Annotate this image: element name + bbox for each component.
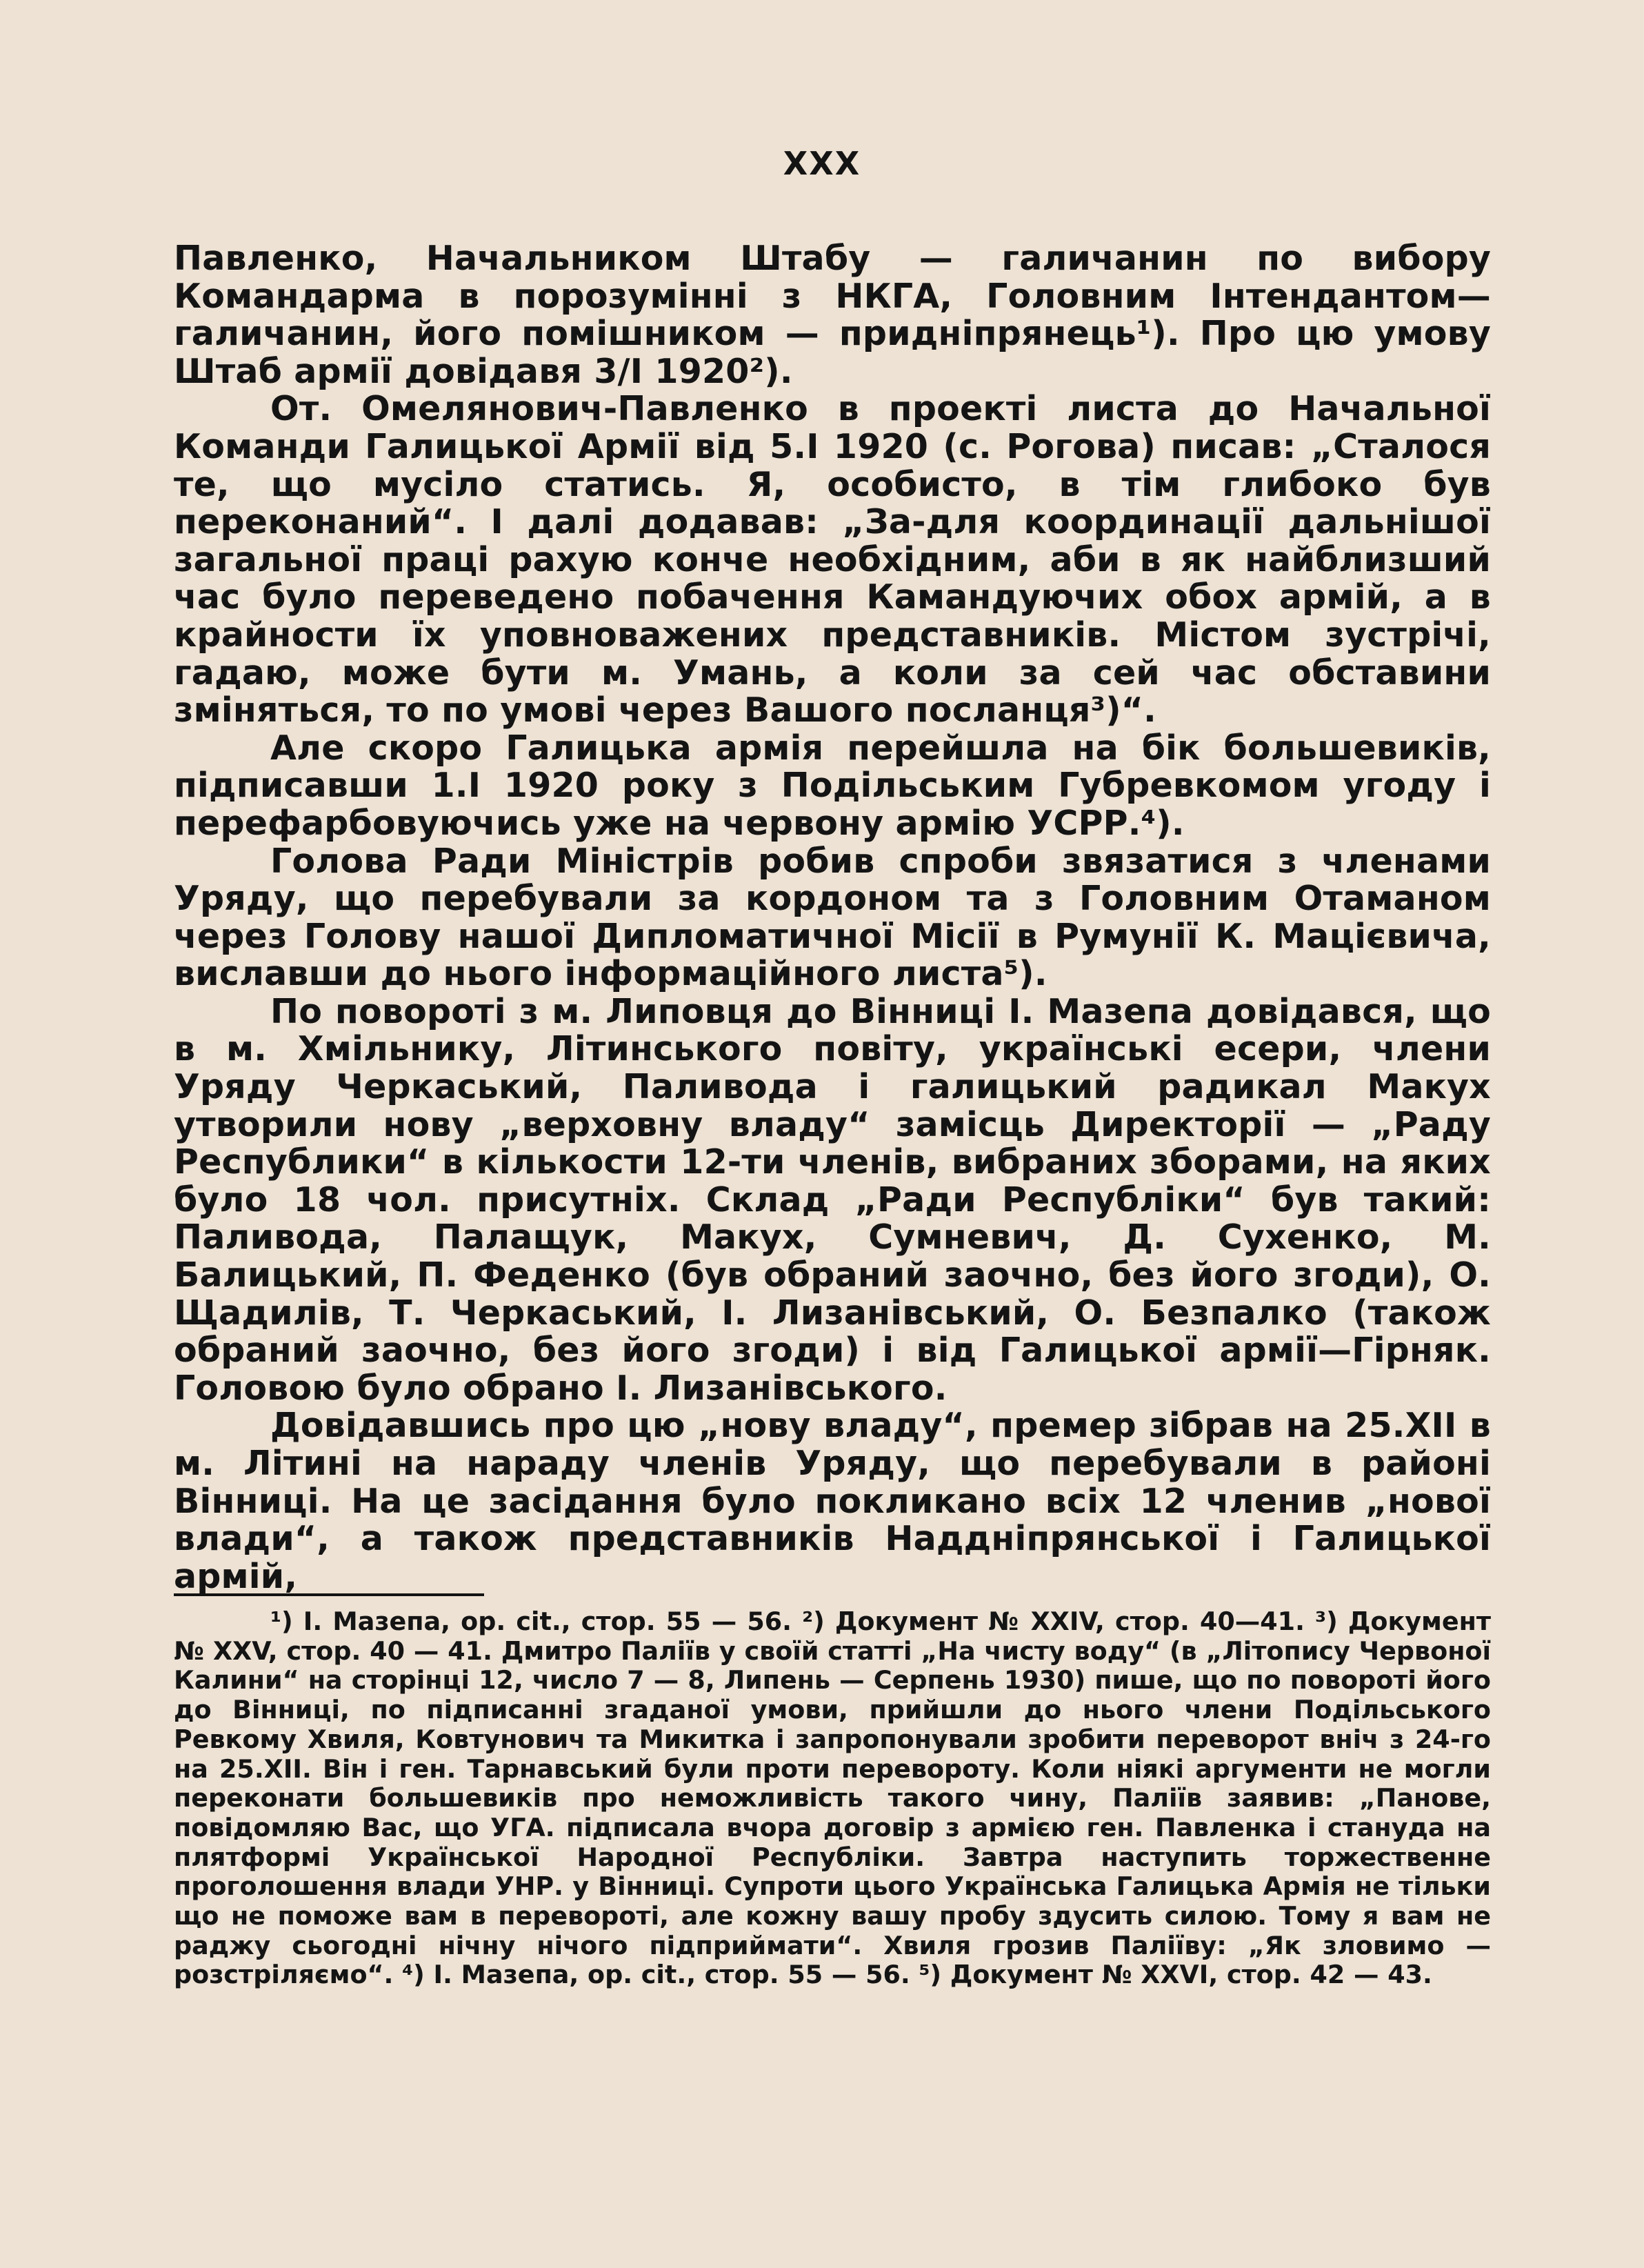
paragraph-3: Але скоро Галицька армія перейшла на бік большевиків, підписавши 1.I 1920 року з Подільським Губревкомом угоду і перефарбовуючись уже на червону армію УСРР.⁴). [174, 728, 1491, 843]
footnote-separator [174, 1593, 484, 1596]
footnotes [174, 1607, 1491, 1990]
paragraph-1: Павленко, Начальником Штабу — галичанин по вибору Командарма в порозумінні з НКГА, Головним Інтендантом—галичанин, його помішником — придніпрянець¹). Про цю умову Штаб армії довідавя 3/I 1920²). [174, 239, 1491, 391]
paragraph-2: От. Омелянович-Павленко в проекті листа до Начальної Команди Галицької Армії від 5.I 1920 (с. Рогова) писав: „Сталося те, що мусіло статись. Я, особисто, в тім глибоко був переконаний“. І далі додавав: „За-для координації дальнішої загальної праці рахую конче необхідним, аби в як найблизший час було переведено побачення Камандуючих обох армій, а в крайности їх уповноважених представників. Містом зустрічі, гадаю, може бути м. Умань, а коли за сей час обставини зміняться, то по умові через Вашого посланця³)“. [174, 389, 1491, 730]
paragraph-4: Голова Ради Міністрів робив спроби звязатися з членами Уряду, що перебували за кордоном та з Головним Отаманом через Голову нашої Дипломатичної Місії в Румунії К. Мацієвича, виславши до нього інформаційного листа⁵). [174, 841, 1491, 994]
paragraph-5: По повороті з м. Липовця до Вінниці І. Мазепа довідався, що в м. Хмільнику, Літинського повіту, українські есери, члени Уряду Черкаський, Паливода і галицький радикал Макух утворили нову „верховну владу“ замісць Директорії — „Раду Республики“ в кількости 12-ти членів, вибраних зборами, на яких було 18 чол. присутніх. Склад „Ради Республіки“ був такий: Паливода, Палащук, Макух, Сумневич, Д. Сухенко, М. Балицький, П. Феденко (був обраний заочно, без його згоди), О. Щадилів, Т. Черкаський, І. Лизанівський, О. Безпалко (також обраний заочно, без його згоди) і від Галицької армії—Гірняк. Головою було обрано І. Лизанівського. [174, 991, 1491, 1408]
paragraph-6: Довідавшись про цю „нову владу“, премер зібрав на 25.XII в м. Літині на нараду членів Уряду, що перебували в районі Вінниці. На це засідання було покликано всіх 12 членив „нової влади“, а також представників Наддніпрянської і Галицької армій, [174, 1406, 1491, 1596]
footnotes-text: ¹) І. Мазепа, op. cit., стор. 55 — 56. ²) Документ № XXIV, стор. 40—41. ³) Документ № XXV, стор. 40 — 41. Дмитро Паліїв у своїй статті „На чисту воду“ (в „Літопису Червоної Калини“ на сторінці 12, число 7 — 8, Липень — Серпень 1930) пише, що по повороті його до Вінниці, по підписанні згаданої умови, прийшли до нього члени Подільського Ревкому Хвиля, Ковтунович та Микитка і запропонували зробити переворот вніч з 24-го на 25.XII. Він і ген. Тарнавський були проти перевороту. Коли ніякі аргументи не могли переконати большевиків про неможливість такого чину, Паліїв заявив: „Панове, повідомляю Вас, що УГА. підписала вчора договір з армією ген. Павленка і стануда на плятформі Української Народної Республіки. Завтра наступить торжественне проголошення влади УНР. у Вінниці. Супроти цього Українська Галицька Армія не тільки що не поможе вам в перевороті, але кожну вашу пробу здусить силою. Тому я вам не раджу сьогодні нічну нічого підприймати“. Хвиля грозив Паліїву: „Як зловимо — розстріляємо“. ⁴) І. Мазепа, op. cit., стор. 55 — 56. ⁵) Документ № XXVI, стор. 42 — 43. [174, 1606, 1491, 1990]
page-number: XXX [783, 145, 861, 182]
main-text [174, 240, 1491, 1595]
